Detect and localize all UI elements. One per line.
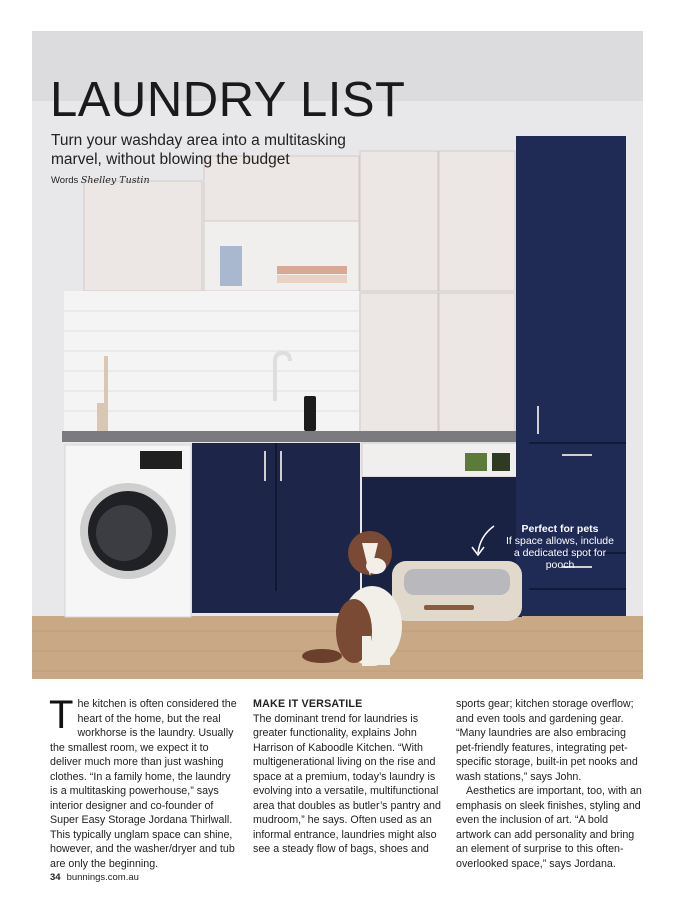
caption-text: If space allows, include a dedicated spot for pooch — [506, 535, 614, 571]
article-column-1 — [49, 693, 240, 871]
footer-site: bunnings.com.au — [66, 872, 139, 883]
laundry-illustration — [32, 31, 643, 679]
headline: LAUNDRY LIST — [50, 73, 406, 127]
byline-prefix: Words — [51, 175, 79, 186]
byline — [51, 175, 150, 186]
caption-title: Perfect for pets — [521, 523, 599, 535]
column-3-text-a: sports gear; kitchen storage overflow; and even tools and gardening gear. “Many laundries are also embracing pet-friendly features, integrating pet-specific storage, built-in pet nooks and wash stations,” says John. — [456, 698, 638, 783]
dropcap: T — [49, 693, 74, 737]
article-column-2 — [253, 697, 443, 857]
page-footer — [50, 872, 139, 883]
photo-caption — [502, 523, 618, 571]
subhead: MAKE IT VERSATILE — [253, 698, 363, 710]
laundry-photo — [32, 31, 643, 679]
column-3-text-b: Aesthetics are important, too, with an emphasis on sleek finishes, styling and even the inclusion of art. “A bold artwork can add personality and bring an element of surprise to this often-overlooked space,” says Jordana. — [456, 785, 642, 870]
standfirst: Turn your washday area into a multitasking marvel, without blowing the budget — [51, 132, 346, 168]
byline-author: Shelley Tustin — [80, 175, 150, 186]
column-1-text: he kitchen is often considered the heart of the home, but the real workhorse is the laundry. Usually the smallest room, we expect it to deliver much more than just washing clothes. “In a family home, the laundry is a multitasking powerhouse,” says interior designer and co-founder of Super Easy Storage Jordana Thirlwall. This typically unglam space can shine, however, and the washer/dryer and tub are only the beginning. — [50, 698, 237, 870]
page-number: 34 — [50, 872, 61, 883]
column-2-text: The dominant trend for laundries is greater functionality, explains John Harrison of Kaboodle Kitchen. “With multigenerational living on the rise and space at a premium, today’s laundry is evolving into a versatile, multifunctional area that doubles as butler’s pantry and mudroom,” he says. Often used as an informal entrance, laundries might also see a steady flow of bags, shoes and — [253, 712, 441, 855]
article-column-3 — [456, 697, 646, 871]
